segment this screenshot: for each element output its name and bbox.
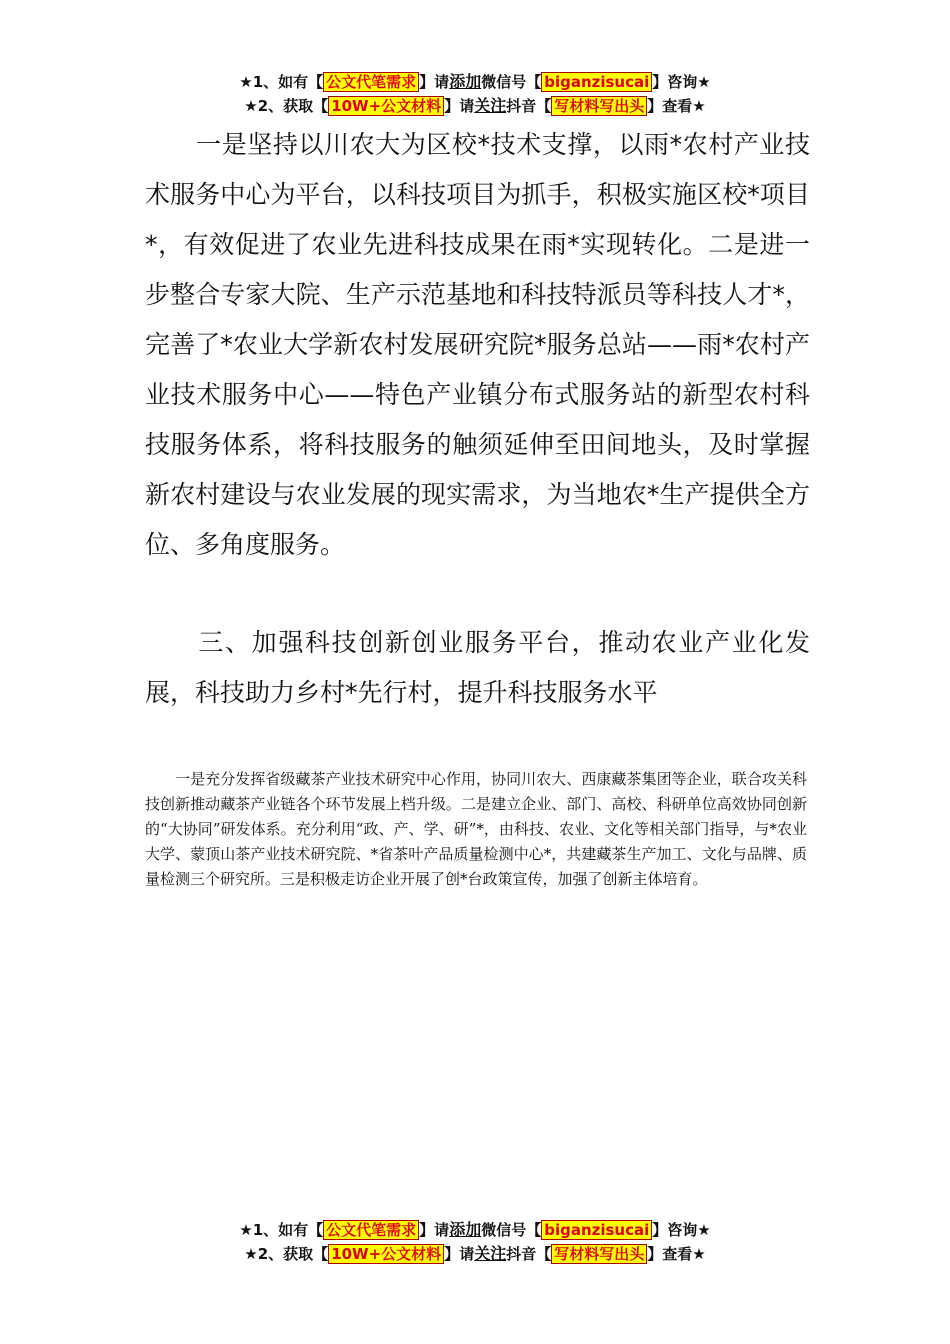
top-banner [0,70,950,118]
highlight-service: 公文代笔需求 [323,72,419,92]
highlight-service: 公文代笔需求 [323,1220,419,1240]
banner-line-2 [0,94,950,118]
banner-underline: 关注 [474,96,507,115]
banner-line-2 [0,1242,950,1266]
banner-text: ★2、获取【 [244,97,329,115]
banner-text: 】请 [419,1221,450,1239]
banner-text: 】咨询★ [652,1221,711,1239]
banner-text: 微信号【 [481,1221,542,1239]
highlight-douyin: 写材料写出头 [551,96,647,116]
highlight-wechat-id: biganzisucai [541,72,652,92]
banner-line-1 [0,1218,950,1242]
banner-line-1 [0,70,950,94]
banner-text: ★1、如有【 [239,1221,324,1239]
body-paragraph-small: 一是充分发挥省级藏茶产业技术研究中心作用，协同川农大、西康藏茶集团等企业，联合攻关科技创新推动藏茶产业链各个环节发展上档升级。二是建立企业、部门、高校、科研单位高效协同创新的“大协同”研发体系。充分利用“政、产、学、研”*，由科技、农业、文化等相关部门指导，与*农业大学、蒙顶山茶产业技术研究院、*省茶叶产品质量检测中心*，共建藏茶生产加工、文化与品牌、质量检测三个研究所。三是积极走访企业开展了创*台政策宣传，加强了创新主体培育。 [145,770,807,888]
highlight-douyin: 写材料写出头 [551,1244,647,1264]
banner-text: 抖音【 [506,97,552,115]
banner-underline: 关注 [474,1244,507,1263]
banner-underline: 添加 [449,72,482,91]
section-heading-3: 三、加强科技创新创业服务平台，推动农业产业化发展，科技助力乡村*先行村，提升科技服务水平 [145,628,810,707]
banner-text: ★2、获取【 [244,1245,329,1263]
highlight-materials: 10W+公文材料 [328,1244,444,1264]
banner-text: 】请 [444,97,475,115]
banner-text: 】查看★ [647,1245,706,1263]
bottom-banner [0,1218,950,1266]
banner-text: ★1、如有【 [239,73,324,91]
banner-text: 】请 [444,1245,475,1263]
banner-text: 】查看★ [647,97,706,115]
highlight-materials: 10W+公文材料 [328,96,444,116]
highlight-wechat-id: biganzisucai [541,1220,652,1240]
banner-underline: 添加 [449,1220,482,1239]
banner-text: 抖音【 [506,1245,552,1263]
banner-text: 】请 [419,73,450,91]
banner-text: 微信号【 [481,73,542,91]
banner-text: 】咨询★ [652,73,711,91]
body-paragraph-1: 一是坚持以川农大为区校*技术支撑，以雨*农村产业技术服务中心为平台，以科技项目为抓手，积极实施区校*项目*，有效促进了农业先进科技成果在雨*实现转化。二是进一步整合专家大院、生产示范基地和科技特派员等科技人才*，完善了*农业大学新农村发展研究院*服务总站——雨*农村产业技术服务中心——特色产业镇分布式服务站的新型农村科技服务体系，将科技服务的触须延伸至田间地头，及时掌握新农村建设与农业发展的现实需求，为当地农*生产提供全方位、多角度服务。 [145,130,810,559]
